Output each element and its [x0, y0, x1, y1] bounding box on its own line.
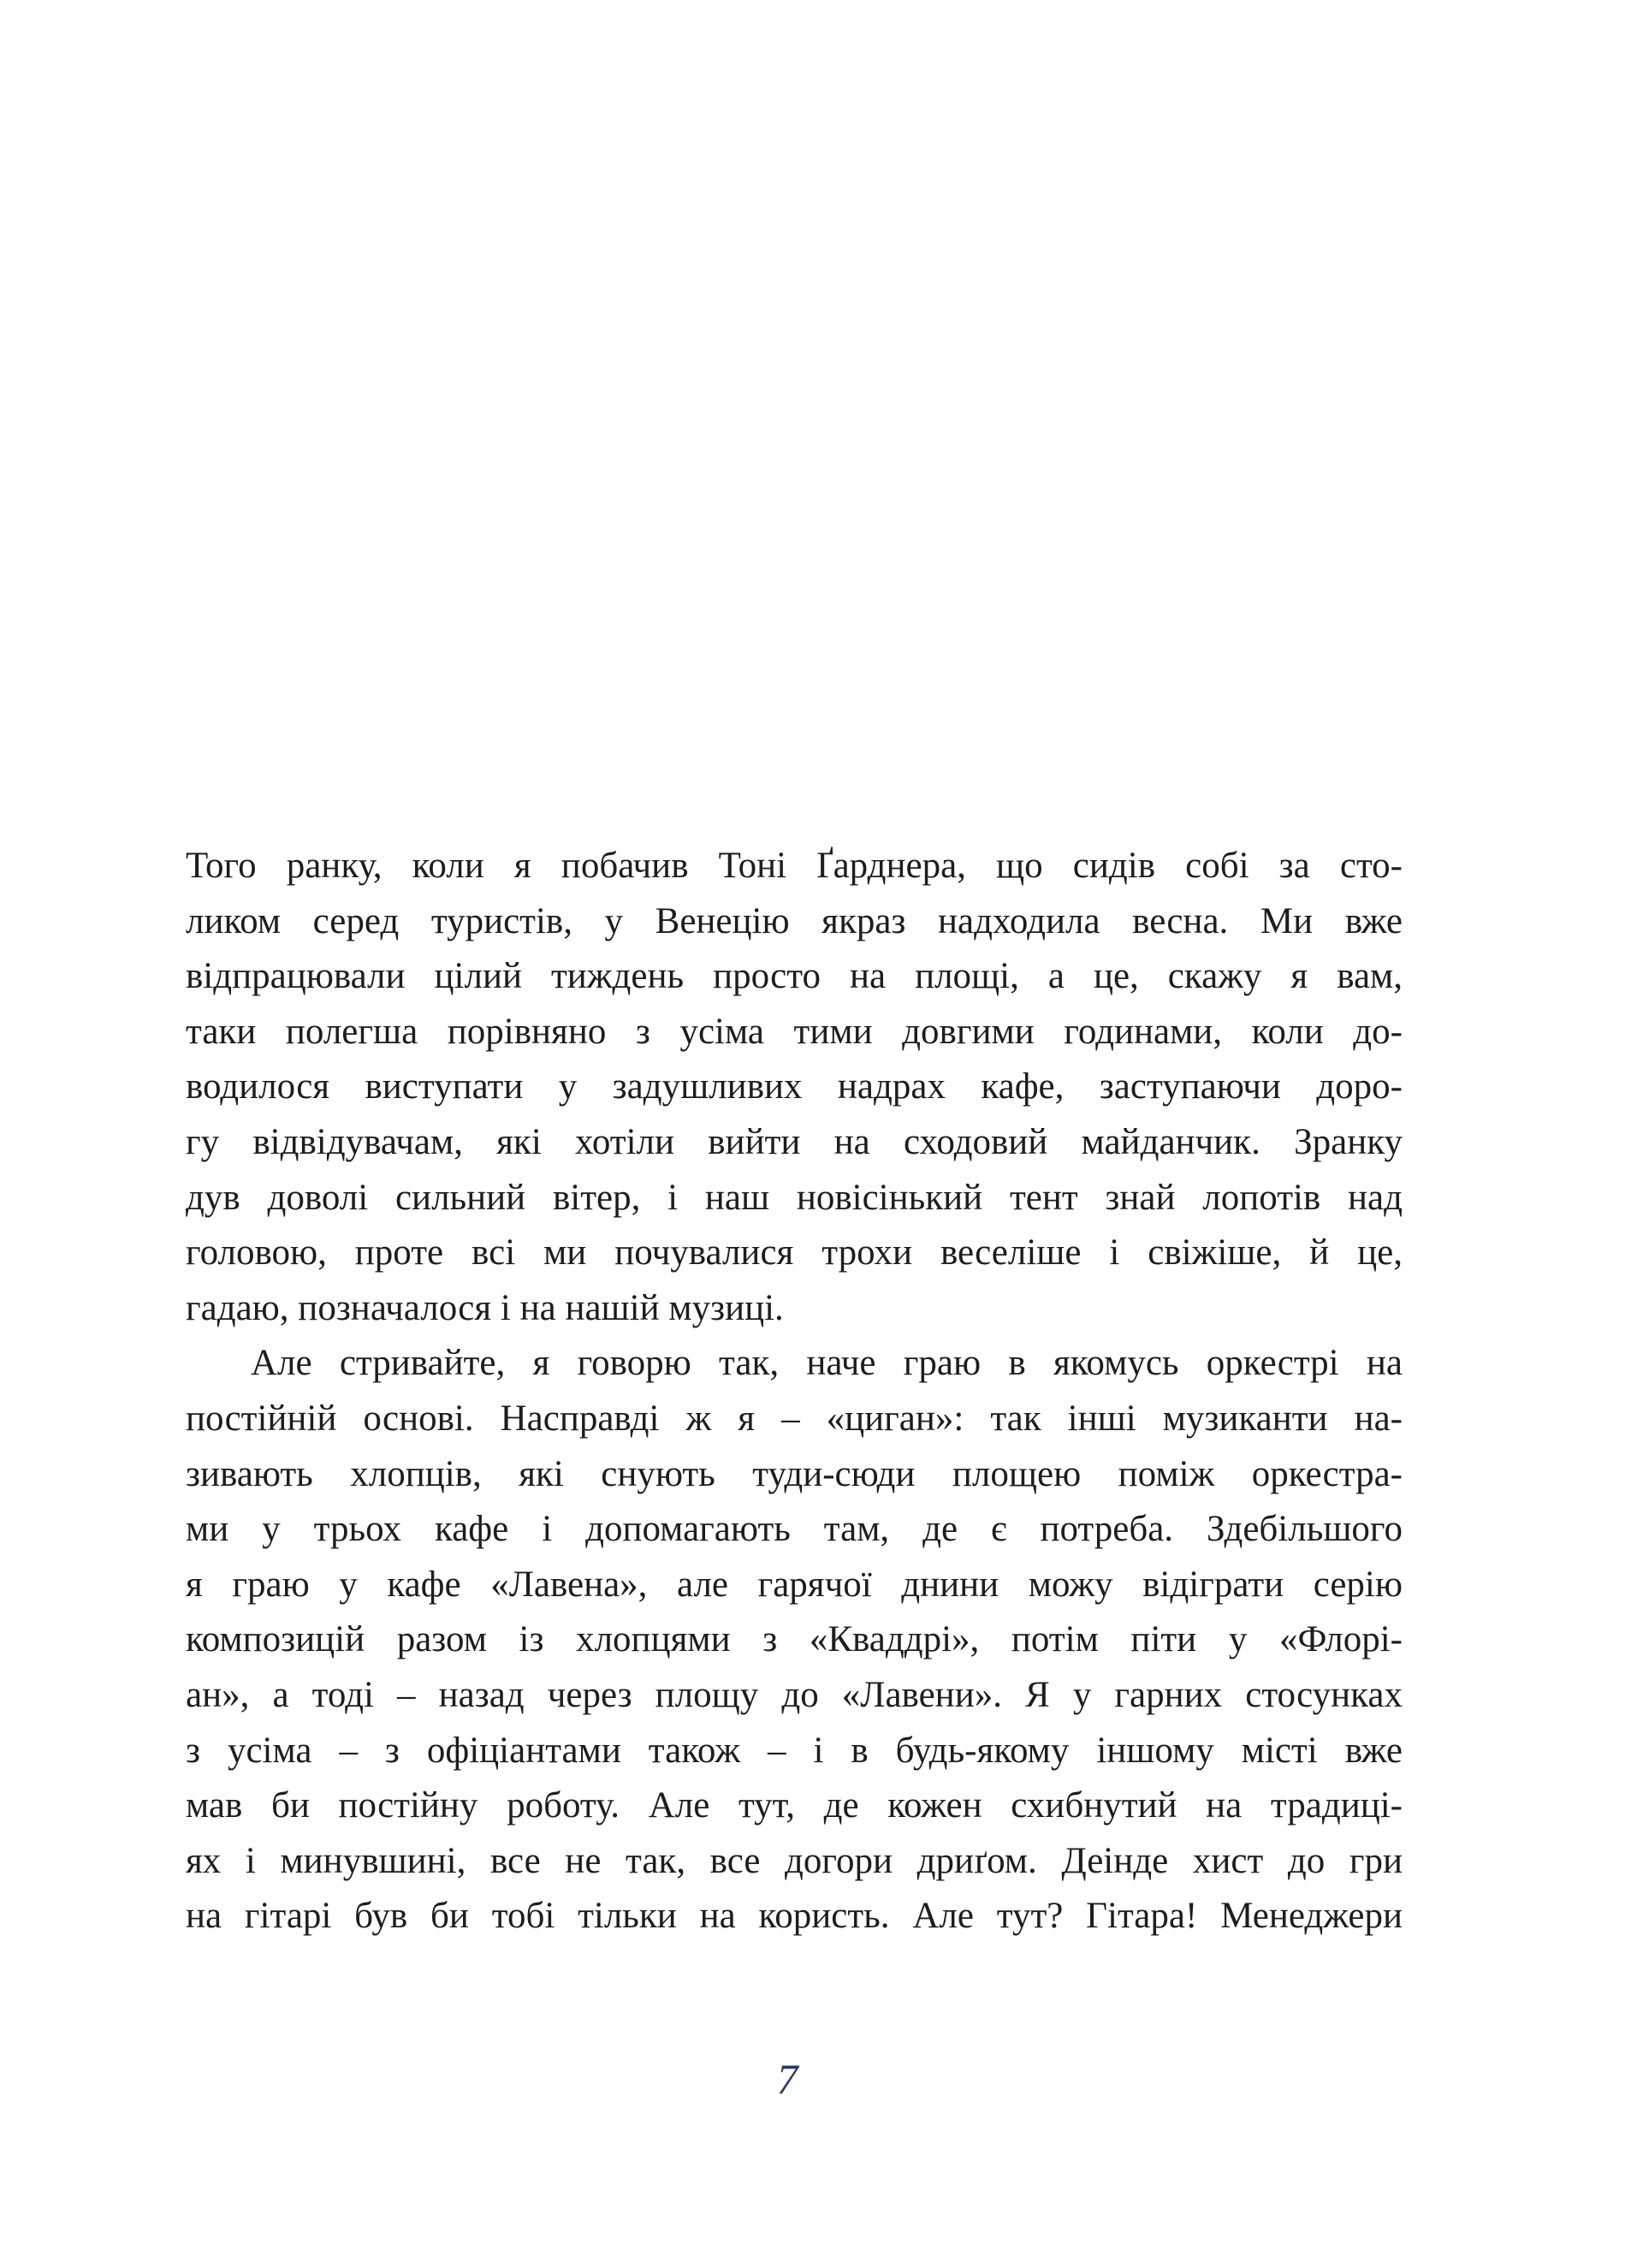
text-line: постійній основі. Насправді ж я – «циган»: так інші музиканти на- — [186, 1398, 1403, 1439]
page-number: 7 — [776, 2055, 798, 2103]
text-line: дув доволі сильний вітер, і наш новісінький тент знай лопотів над — [186, 1177, 1403, 1218]
text-line: таки полегша порівняно з усіма тими довгими годинами, коли до- — [186, 1011, 1403, 1052]
text-line: головою, проте всі ми почувалися трохи веселіше і свіжіше, й це, — [186, 1232, 1403, 1274]
body-text — [186, 839, 1403, 1944]
text-line: зивають хлопців, які снують туди-сюди площею поміж оркестра- — [186, 1453, 1403, 1494]
text-line: Того ранку, коли я побачив Тоні Ґарднера, що сидів собі за сто- — [186, 846, 1403, 886]
text-line: ми у трьох кафе і допомагають там, де є потреба. Здебільшого — [186, 1509, 1403, 1550]
text-line: відпрацювали цілий тиждень просто на площі, а це, скажу я вам, — [186, 956, 1403, 997]
text-line: на гітарі був би тобі тільки на користь. Але тут? Гітара! Менеджери — [186, 1896, 1403, 1937]
text-line: ликом серед туристів, у Венецію якраз надходила весна. Ми вже — [186, 900, 1403, 941]
text-line: ан», а тоді – назад через площу до «Лавени». Я у гарних стосунках — [186, 1674, 1403, 1715]
text-line: композицій разом із хлопцями з «Кваддрі», потім піти у «Флорі- — [186, 1619, 1403, 1660]
text-line: мав би постійну роботу. Але тут, де кожен схибнутий на традиці- — [186, 1785, 1403, 1826]
text-line: я граю у кафе «Лавена», але гарячої днини можу відіграти серію — [186, 1564, 1403, 1605]
text-line: Але стривайте, я говорю так, наче граю в якомусь оркестрі на — [251, 1343, 1403, 1384]
text-line: водилося виступати у задушливих надрах кафе, заступаючи доро- — [186, 1066, 1403, 1107]
text-line: ях і минувшині, все не так, все догори дриґом. Деінде хист до гри — [186, 1840, 1403, 1881]
text-line: гу відвідувачам, які хотіли вийти на сходовий майданчик. Зранку — [186, 1121, 1403, 1162]
text-line: з усіма – з офіціантами також – і в будь-якому іншому місті вже — [186, 1730, 1403, 1771]
text-line: гадаю, позначалося і на нашій музиці. — [186, 1287, 784, 1328]
